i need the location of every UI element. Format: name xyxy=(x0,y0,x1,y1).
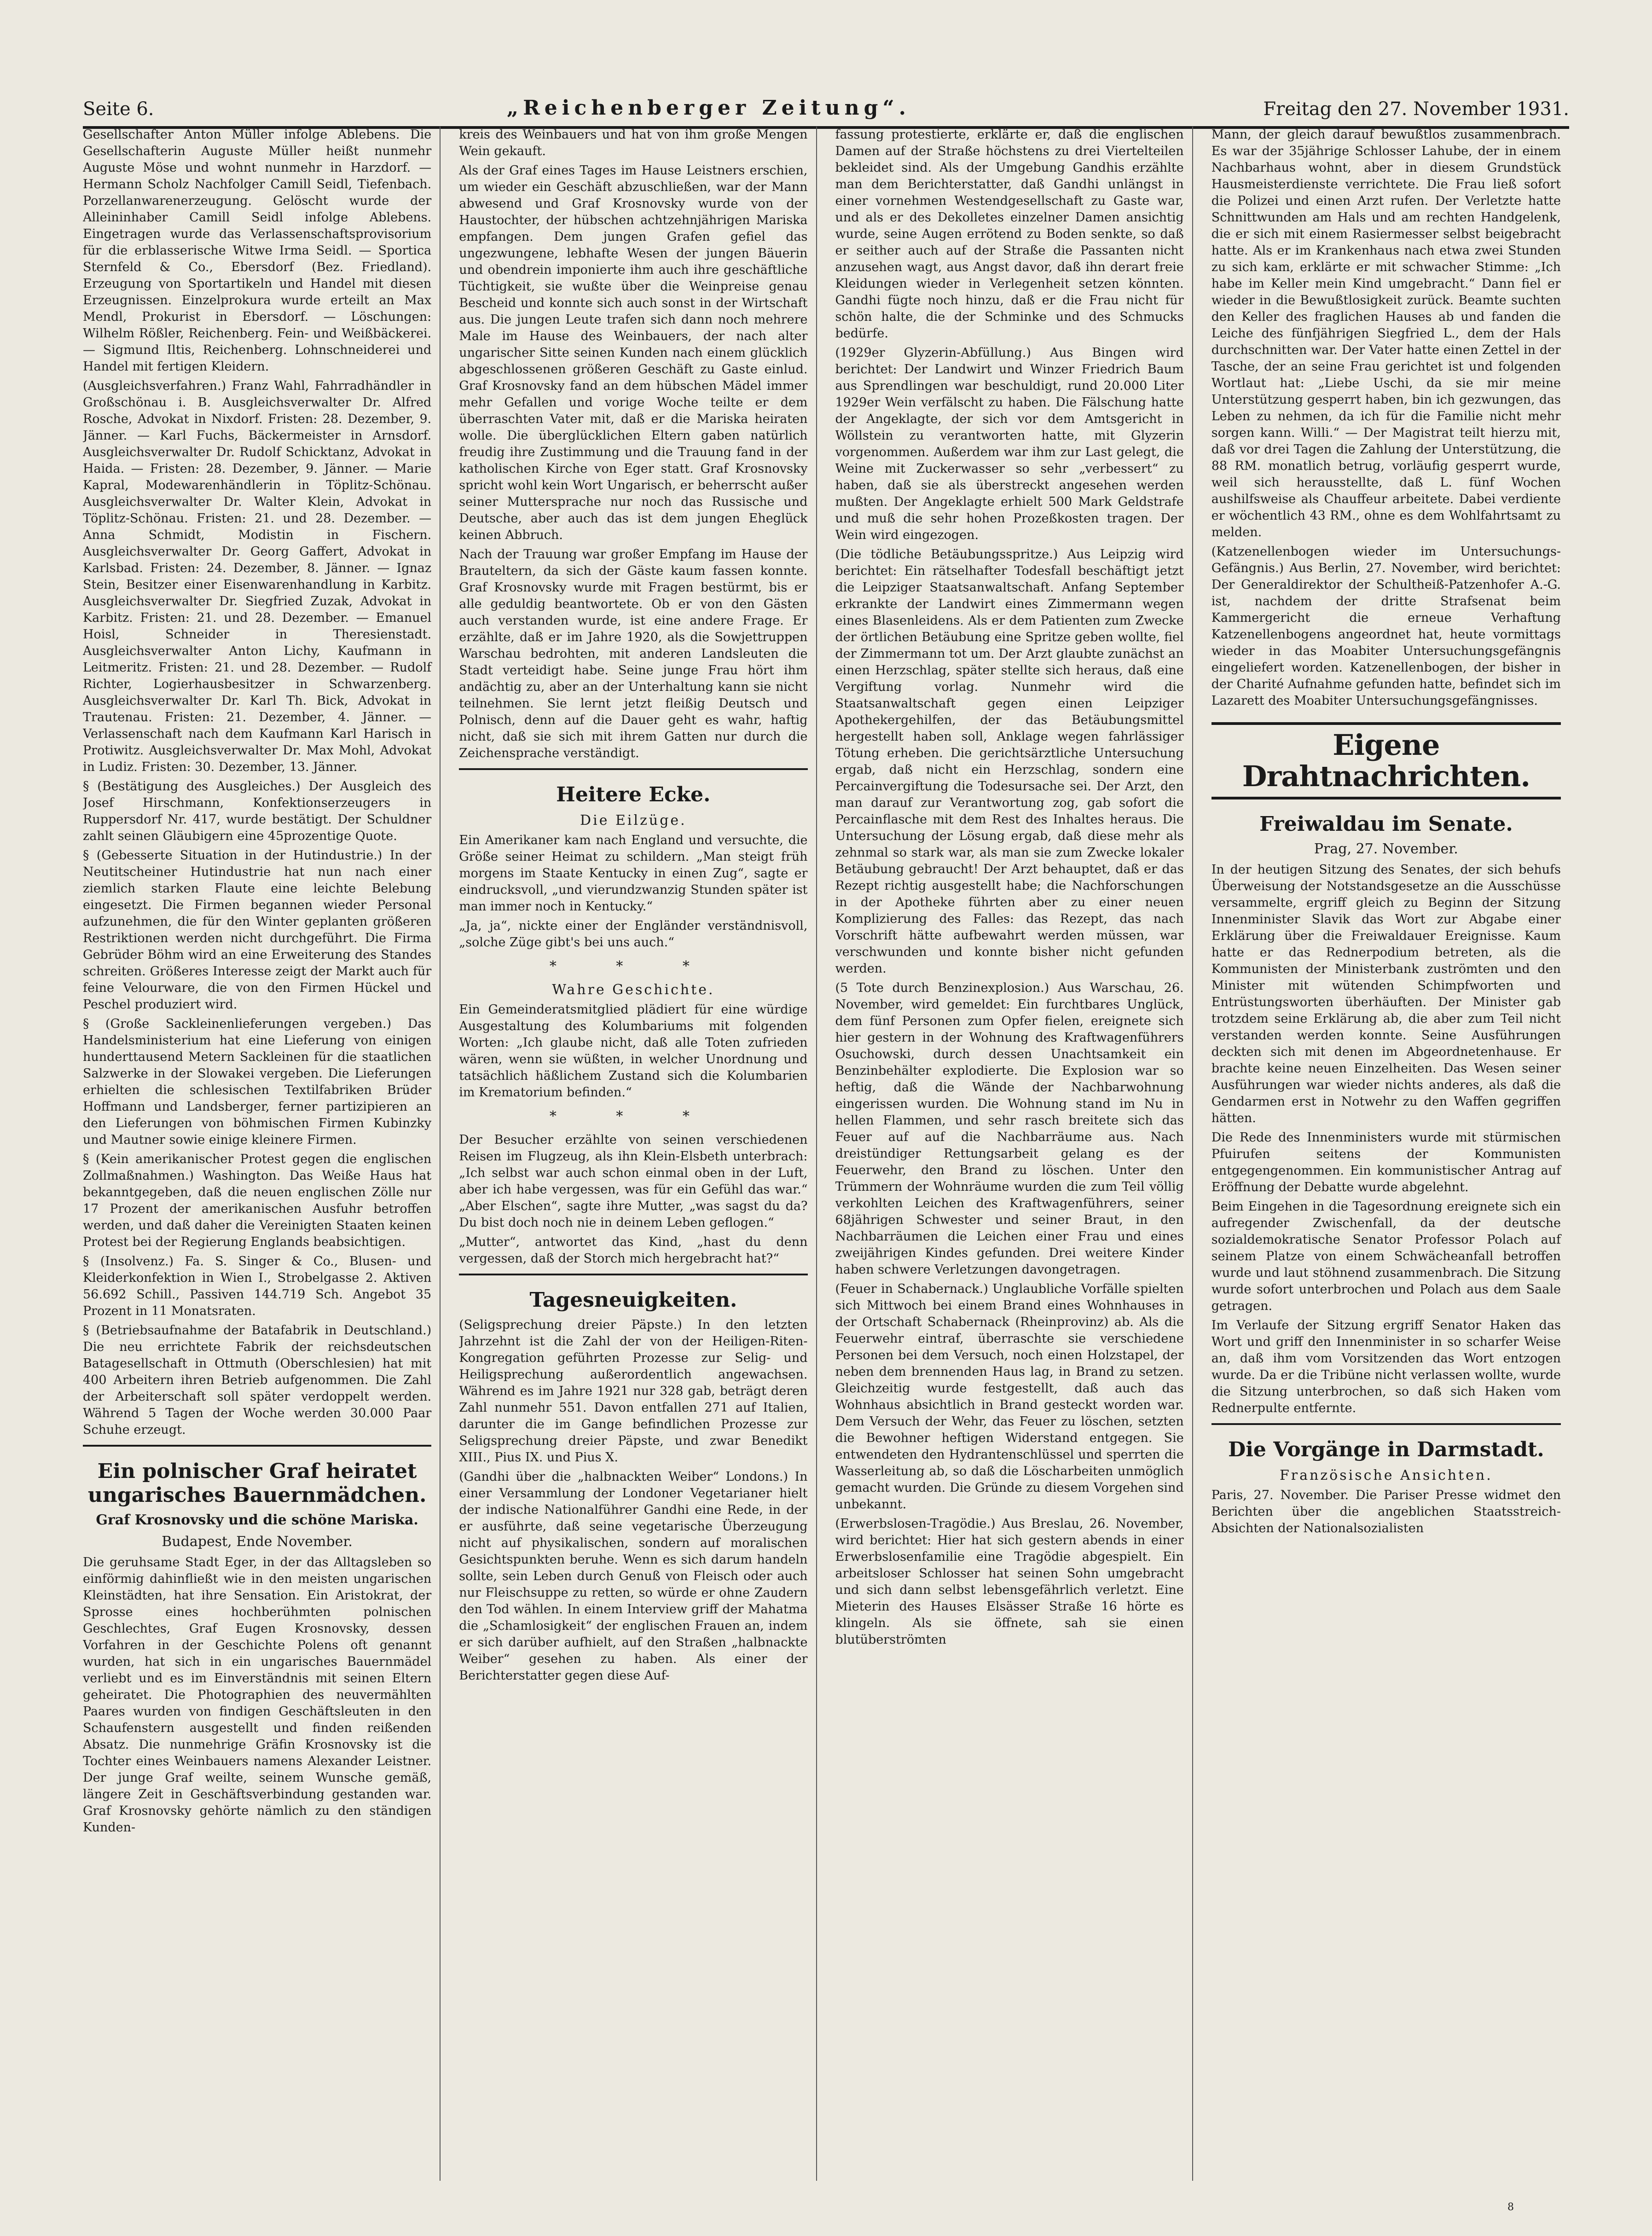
article-paragraph: Mann, der gleich darauf bewußtlos zusammenbrach. Es war der 35jährige Schlosser Lahube, der in einem Nachbarhaus wohnt, aber in diesem Grundstück Hausmeisterdienste verrichtete. Die Frau ließ sofort die Polizei und einen Arzt rufen. Der Verletzte hatte Schnittwunden am Hals und am rechten Handgelenk, die er sich mit einem Rasiermesser selbst beigebracht hatte. Als er im Krankenhaus nach etwa zwei Stunden zu sich kam, erklärte er mit schwacher Stimme: „Ich habe im Keller mein Kind umgebracht.“ Dann fiel er wieder in die Bewußtlosigkeit zurück. Beamte suchten den Keller des fraglichen Hauses ab und fanden die Leiche des fünfjährigen Siegfried L., dem der Hals durchschnitten war. Der Vater hatte einen Zettel in der Tasche, der an seine Frau gerichtet ist und folgenden Wortlaut hat: „Liebe Uschi, da sie mir meine Unterstützung gesperrt haben, bin ich gezwungen, das Leben zu nehmen, da ich für die Familie nicht mehr sorgen kann. Willi.“ — Der Magistrat teilt hierzu mit, daß vor drei Tagen die Zahlung der Unterstützung, die 88 RM. monatlich betrug, vorläufig gesperrt wurde, weil sich herausstellte, daß L. fünf Wochen aushilfsweise als Chauffeur arbeitete. Dabei verdiente er wöchentlich 43 RM., ohne es dem Wohlfahrtsamt zu melden. xyxy=(1211,127,1561,539)
masthead xyxy=(83,78,1569,129)
article-paragraph: Die geruhsame Stadt Eger, in der das Alltagsleben so einförmig dahinfließt wie in den meisten ungarischen Kleinstädten, hat ihre Sensation. Ein Aristokrat, der Sprosse eines hochberühmten polnischen Geschlechtes, Graf Eugen Krosnovsky, dessen Vorfahren in der Geschichte Polens oft genannt wurden, hat sich in ein ungarisches Bauernmädel verliebt und es im Einverständnis mit seinen Eltern geheiratet. Die Photographien des neuvermählten Paares wurden von findigen Geschäftsleuten in den Schaufenstern ausgestellt und finden reißenden Absatz. Die nunmehrige Gräfin Krosnovsky ist die Tochter eines Weinbauers namens Alexander Leistner. Der junge Graf weilte, seinem Wunsche gemäß, längere Zeit in Geschäftsverbindung gestanden war. Graf Krosnovsky gehörte nämlich zu den ständigen Kunden- xyxy=(83,1555,432,1835)
article-paragraph: Gesellschafter Anton Müller infolge Ablebens. Die Gesellschafterin Auguste Müller heißt nunmehr Auguste Möse und wohnt nunmehr in Harzdorf. — Hermann Scholz Nachfolger Camill Seidl, Tiefenbach. Porzellanwarenerzeugung. Gelöscht wurde der Alleininhaber Camill Seidl infolge Ablebens. Eingetragen wurde das Verlassenschaftsprovisorium für die erblasserische Witwe Irma Seidl. — Sportica Sternfeld & Co., Ebersdorf (Bez. Friedland). Erzeugung von Sportartikeln und Handel mit diesen Erzeugnissen. Einzelprokura wurde erteilt an Max Mendl, Prokurist in Ebersdorf. — Löschungen: Wilhelm Rößler, Reichenberg. Fein- und Weißbäckerei. — Sigmund Iltis, Reichenberg. Lohnschneiderei und Handel mit fertigen Kleidern. xyxy=(83,127,432,374)
paper-title: „Reichenberger Zeitung“. xyxy=(506,96,910,120)
section-kicker: Die Eilzüge. xyxy=(580,812,687,828)
article-paragraph: (Seligsprechung dreier Päpste.) In den letzten Jahrzehnt ist die Zahl der von der Heiligen-Riten-Kongregation geführten Prozesse zur Selig- und Heiligsprechung außerordentlich angewachsen. Während es im Jahre 1921 nur 328 gab, beträgt deren Zahl nunmehr 551. Davon entfallen 271 auf Italien, darunter die im Gange befindlichen Prozesse zur Seligsprechung dreier Päpste, und zwar Benedikt XIII., Pius IX. und Pius X. xyxy=(459,1318,808,1465)
article-paragraph: Die Rede des Innenministers wurde mit stürmischen Pfuirufen seitens der Kommunisten entgegengenommen. Ein kommunistischer Antrag auf Eröffnung der Debatte wurde abgelehnt. xyxy=(1211,1130,1561,1194)
section-headline: Tagesneuigkeiten. xyxy=(529,1288,737,1312)
footer-mark: 8 xyxy=(1507,2201,1514,2213)
article-paragraph: Beim Eingehen in die Tagesordnung ereignete sich ein aufregender Zwischenfall, da der deutsche sozialdemokratische Senator Professor Polach auf seinem Platze von einem Schwächeanfall betroffen wurde und laut stöhnend zusammenbrach. Die Sitzung wurde sofort unterbrochen und Polach aus dem Saale getragen. xyxy=(1211,1199,1561,1313)
article-columns xyxy=(83,127,1569,2181)
article-paragraph: (5 Tote durch Benzinexplosion.) Aus Warschau, 26. November, wird gemeldet: Ein furchtbares Unglück, dem fünf Personen zum Opfer fielen, ereignete sich hier gestern in der Wohnung des Kraftwagenführers Osuchowski, durch dessen Unachtsamkeit ein Benzinbehälter explodierte. Die Explosion war so heftig, daß die Wände der Nachbarwohnung eingerissen wurden. Die Wohnung stand im Nu in hellen Flammen, und sehr rasch breitete sich das Feuer auf auf die Nachbarräume aus. Nach dreistündiger Rettungsarbeit gelang es der Feuerwehr, den Brand zu löschen. Unter den Trümmern der Wohnräume wurden die zum Teil völlig verkohlten Leichen des Kraftwagenführers, seiner 68jährigen Schwester und seiner Braut, in den Nachbarräumen die Leichen einer Frau und eines zweijährigen Kindes gefunden. Drei weitere Kinder haben schwere Verletzungen davongetragen. xyxy=(835,981,1184,1277)
article-paragraph: § (Gebesserte Situation in der Hutindustrie.) In der Neutitscheiner Hutindustrie hat nun nach einer ziemlich starken Flaute eine leichte Belebung eingesetzt. Die Firmen begannen wieder Personal aufzunehmen, die für den Winter geplanten größeren Restriktionen werden nicht durchgeführt. Die Firma Gebrüder Böhm wird an eine Erweiterung des Standes schreiten. Größeres Interesse zeigt der Markt auch für feine Velourware, die von den Firmen Hückel und Peschel produziert wird. xyxy=(83,848,432,1012)
star-divider: * * * xyxy=(549,1108,717,1124)
article-paragraph: „Ja, ja“, nickte einer der Engländer verständnisvoll, „solche Züge gibt's bei uns auch.“ xyxy=(459,919,808,950)
article-paragraph: „Mutter“, antwortet das Kind, „hast du denn vergessen, daß der Storch mich hergebracht hat?“ xyxy=(459,1235,808,1266)
article-kicker: Französische Ansichten. xyxy=(1279,1467,1493,1483)
article-paragraph: Im Verlaufe der Sitzung ergriff Senator Haken das Wort und griff den Innenminister in so scharfer Weise an, daß ihm vom Vorsitzenden das Wort entzogen wurde. Da er die Tribüne nicht verlassen wollte, wurde die Sitzung unterbrochen, so daß sich Haken vom Rednerpulte entfernte. xyxy=(1211,1318,1561,1415)
article-paragraph: fassung protestierte, erklärte er, daß die englischen Damen auf der Straße höchstens zu drei Viertelteilen bekleidet sind. Als der Umgebung Gandhis erzählte man dem Berichterstatter, daß Gandhi unlängst in einer vornehmen Westendgesellschaft zu Gaste war, und als er des Dekolletes einzelner Damen ansichtig wurde, seine Augen errötend zu Boden senkte, so daß er seither auch auf der Straße die Passanten nicht anzusehen wagt, aus Angst davor, daß ihn derart freie Kleidungen wieder in Verlegenheit setzen könnten. Gandhi fügte noch hinzu, daß er die Frau nicht für schön halte, die der Schminke und des Schmucks bedürfe. xyxy=(835,127,1184,341)
article-paragraph: § (Insolvenz.) Fa. S. Singer & Co., Blusen- und Kleiderkonfektion in Wien I., Strobelgasse 2. Aktiven 56.692 Schill., Passiven 144.719 Sch. Angebot 35 Prozent in 11 Monatsraten. xyxy=(83,1254,432,1318)
article-paragraph: In der heutigen Sitzung des Senates, der sich behufs Überweisung der Notstandsgesetze an die Ausschüsse versammelte, ergriff gleich zu Beginn der Sitzung Innenminister Slavik das Wort zur Abgabe einer Erklärung über die Freiwaldauer Ereignisse. Kaum hatte er das Rednerpodium betreten, als die Kommunisten der Ministerbank zuströmten und den Minister mit wütenden Schimpfworten und Entrüstungsworten überhäuften. Der Minister gab trotzdem seine Erklärung ab, die aber zum Teil nicht verstanden werden konnte. Seine Ausführungen deckten sich mit denen im Abgeordnetenhause. Er brachte keine neuen Einzelheiten. Das Wesen seiner Ausführungen war wieder nichts anderes, als daß die Gendarmen erst in Notwehr zu den Waffen gegriffen hätten. xyxy=(1211,863,1561,1125)
article-paragraph: Nach der Trauung war großer Empfang im Hause der Brauteltern, da sich der Gäste kaum fassen konnte. Graf Krosnovsky wurde mit Fragen bestürmt, bis er alle geduldig beantwortete. Ob er von den Gästen auch verstanden wurde, ist eine andere Frage. Er erzählte, daß er im Jahre 1920, als die Sowjettruppen Warschau bedrohten, mit anderen Landsleuten die Stadt verteidigt habe. Seine junge Frau hört ihm andächtig zu, aber an der Unterhaltung kann sie nicht teilnehmen. Sie lernt jetzt fleißig Deutsch und Polnisch, denn auf die Dauer geht es wahr, haftig nicht, daß sie sich mit ihrem Gatten nur durch die Zeichensprache verständigt. xyxy=(459,547,808,760)
article-dateline: Budapest, Ende November. xyxy=(162,1534,353,1550)
article-headline: Die Vorgänge in Darmstadt. xyxy=(1228,1438,1544,1461)
article-headline: Freiwaldau im Senate. xyxy=(1259,812,1513,836)
article-paragraph: (1929er Glyzerin-Abfüllung.) Aus Bingen wird berichtet: Der Landwirt und Winzer Friedrich Baum aus Sprendlingen war beschuldigt, rund 20.000 Liter 1929er Wein verfälscht zu haben. Die Fälschung hatte der Angeklagte, der sich vor dem Amtsgericht in Wöllstein zu verantworten hatte, mit Glyzerin vorgenommen. Außerdem war ihm zur Last gelegt, die Weine mit Zuckerwasser so sehr „verbessert“ zu haben, daß sie als überstreckt angesehen werden mußten. Der Angeklagte erhielt 500 Mark Geldstrafe und muß die sehr hohen Prozeßkosten tragen. Der Wein wird eingezogen. xyxy=(835,346,1184,542)
section-headline: Heitere Ecke. xyxy=(556,783,711,806)
article-paragraph: (Ausgleichsverfahren.) Franz Wahl, Fahrradhändler in Großschönau i. B. Ausgleichsverwalter Dr. Alfred Rosche, Advokat in Nixdorf. Fristen: 28. Dezember, 9. Jänner. — Karl Fuchs, Bäckermeister in Arnsdorf. Ausgleichsverwalter Dr. Rudolf Schicktanz, Advokat in Haida. — Fristen: 28. Dezember, 9. Jänner. — Marie Kapral, Modewarenhändlerin in Töplitz-Schönau. Ausgleichsverwalter Dr. Walter Klein, Advokat in Töplitz-Schönau. Fristen: 21. und 28. Dezember. — Anna Schmidt, Modistin in Fischern. Ausgleichsverwalter Dr. Georg Gaffert, Advokat in Karlsbad. Fristen: 24. Dezember, 8. Jänner. — Ignaz Stein, Besitzer einer Eisenwarenhandlung in Karbitz. Ausgleichsverwalter Dr. Siegfried Zuzak, Advokat in Karbitz. Fristen: 21. und 28. Dezember. — Emanuel Hoisl, Schneider in Theresienstadt. Ausgleichsverwalter Anton Lichy, Kaufmann in Leitmeritz. Fristen: 21. und 28. Dezember. — Rudolf Richter, Logierhausbesitzer in Schwarzenberg. Ausgleichsverwalter Dr. Karl Th. Bick, Advokat in Trautenau. Fristen: 21. Dezember, 4. Jänner. — Verlassenschaft nach dem Kaufmann Karl Harisch in Protiwitz. Ausgleichsverwalter Dr. Max Mohl, Advokat in Ludiz. Fristen: 30. Dezember, 13. Jänner. xyxy=(83,379,432,774)
article-paragraph: Der Besucher erzählte von seinen verschiedenen Reisen im Flugzeug, als ihn Klein-Elsbeth unterbrach: „Ich selbst war auch schon einmal oben in der Luft, aber ich habe vergessen, was für ein Gefühl das war.“ „Aber Elschen“, sagte ihre Mutter, „was sagst du da? Du bist doch noch nie in deinem Leben geflogen.“ xyxy=(459,1133,808,1230)
article-paragraph: Ein Gemeinderatsmitglied plädiert für eine würdige Ausgestaltung des Kolumbariums mit folgenden Worten: „Ich glaube nicht, daß alle Toten zufrieden wären, wenn sie wüßten, in welcher Unordnung und tatsächlich häßlichem Zustand sich die Kolumbarien im Krematorium befinden.“ xyxy=(459,1002,808,1100)
article-paragraph: (Katzenellenbogen wieder im Untersuchungs-Gefängnis.) Aus Berlin, 27. November, wird berichtet: Der Generaldirektor der Schultheiß-Patzenhofer A.-G. ist, nachdem der dritte Strafsenat beim Kammergericht die erneue Verhaftung Katzenellenbogens angeordnet hat, heute vormittags wieder in das Moabiter Untersuchungsgefängnis eingeliefert worden. Katzenellenbogen, der bisher in der Charité Aufnahme gefunden hatte, befindet sich im Lazarett des Moabiter Untersuchungsgefängnisses. xyxy=(1211,545,1561,708)
article-paragraph: Als der Graf eines Tages im Hause Leistners erschien, um wieder ein Geschäft abzuschließen, war der Mann abwesend und Graf Krosnovsky wurde von der Haustochter, der hübschen achtzehnjährigen Mariska empfangen. Dem jungen Grafen gefiel das ungezwungene, lebhafte Wesen der jungen Bäuerin und obendrein imponierte ihm auch ihre geschäftliche Tüchtigkeit, sie wußte über die Weinpreise genau Bescheid und konnte sich auch sonst in der Wirtschaft aus. Die jungen Leute trafen sich dann noch mehrere Male im Hause des Weinbauers, der nach alter ungarischer Sitte seinen Kunden nach einem glücklich abgeschlossenen größeren Geschäft zu Gaste einlud. Graf Krosnovsky fand an dem hübschen Mädel immer mehr Gefallen und vorige Woche teilte er dem überraschten Vater mit, daß er die Mariska heiraten wolle. Die überglücklichen Eltern gaben natürlich freudig ihre Zustimmung und die Trauung fand in der katholischen Kirche von Eger statt. Graf Krosnovsky spricht wohl kein Wort Ungarisch, er beherrscht außer seiner Muttersprache nur noch das Russische und Deutsche, aber auch das ist dem jungen Eheglück keinen Abbruch. xyxy=(459,163,808,542)
article-paragraph: (Erwerbslosen-Tragödie.) Aus Breslau, 26. November, wird berichtet: Hier hat sich gestern abends in einer Erwerbslosenfamilie eine Tragödie abgespielt. Ein arbeitsloser Schlosser hat seinen Sohn umgebracht und sich dann selbst lebensgefährlich verletzt. Eine Mieterin des Hauses Elsässer Straße 16 hörte es klingeln. Als sie öffnete, sah sie einen blutüberströmten xyxy=(835,1517,1184,1647)
issue-date: Freitag den 27. November 1931. xyxy=(1263,98,1569,120)
article-paragraph: § (Betriebsaufnahme der Batafabrik in Deutschland.) Die neu errichtete Fabrik der reichsdeutschen Batagesellschaft in Ottmuth (Oberschlesien) hat mit 400 Arbeitern ihren Betrieb aufgenommen. Die Zahl der Arbeiterschaft soll später verdoppelt werden. Während 5 Tagen der Woche werden 30.000 Paar Schuhe erzeugt. xyxy=(83,1323,432,1437)
section-banner: Eigene Drahtnachrichten. xyxy=(1211,722,1561,799)
section-divider xyxy=(459,768,807,770)
section-divider xyxy=(1211,1423,1561,1425)
article-paragraph: (Die tödliche Betäubungsspritze.) Aus Leipzig wird berichtet: Ein rätselhafter Todesfall beschäftigt jetzt die Leipziger Staatsanwaltschaft. Anfang September erkrankte der Landwirt eines Zimmermann wegen eines Blasenleidens. Als er dem Patienten zum Zwecke der örtlichen Betäubung eine Spritze geben wollte, fiel der Zimmermann tot um. Der Arzt glaubte zunächst an einen Herzschlag, später stellte sich heraus, daß eine Vergiftung vorlag. Nunmehr wird die Staatsanwaltschaft gegen einen Leipziger Apothekergehilfen, der das Betäubungsmittel hergestellt haben soll, Anklage wegen fahrlässiger Tötung erheben. Die gerichtsärztliche Untersuchung ergab, daß nicht ein Herzschlag, sondern eine Percainvergiftung die Todesursache sei. Der Arzt, den man darauf zur Verantwortung zog, gab sofort die Percainflasche mit dem Rest des Inhaltes heraus. Die Untersuchung der Lösung ergab, daß diese mehr als zehnmal so stark war, als man sie zum Zwecke lokaler Betäubung gebraucht! Der Arzt behauptet, daß er das Rezept richtig ausgestellt habe; die Nachforschungen in der Apotheke führten aber zu einer neuen Komplizierung des Falles: das Rezept, das nach Vorschrift hätte aufbewahrt werden müssen, war verschwunden und konnte bisher nicht gefunden werden. xyxy=(835,547,1184,976)
article-paragraph: § (Große Sackleinenlieferungen vergeben.) Das Handelsministerium hat eine Lieferung von einigen hunderttausend Metern Sackleinen für die staatlichen Salzwerke in der Slowakei vergeben. Die Lieferungen erhielten die schlesischen Textilfabriken Brüder Hoffmann und Landsberger, ferner partizipieren an den Lieferungen von böhmischen Firmen Kubinzky und Mautner sowie einige kleinere Firmen. xyxy=(83,1017,432,1147)
article-paragraph: § (Bestätigung des Ausgleiches.) Der Ausgleich des Josef Hirschmann, Konfektionserzeugers in Ruppersdorf Nr. 417, wurde bestätigt. Der Schuldner zahlt seinen Gläubigern eine 45prozentige Quote. xyxy=(83,779,432,843)
section-divider xyxy=(459,1274,807,1275)
column-1 xyxy=(83,127,441,2181)
column-2 xyxy=(459,127,817,2181)
article-paragraph: § (Kein amerikanischer Protest gegen die englischen Zollmaßnahmen.) Washington. Das Weiße Haus hat bekanntgegeben, daß die neuen englischen Zölle nur 17 Prozent der amerikanischen Ausfuhr betroffen werden, und daß daher die Vereinigten Staaten keinen Protest bei der Regierung Englands beabsichtigen. xyxy=(83,1152,432,1249)
article-paragraph: Ein Amerikaner kam nach England und versuchte, die Größe seiner Heimat zu schildern. „Man steigt früh morgens im Staate Kentucky in einen Zug“, sagte er eindrucksvoll, „und vierundzwanzig Stunden später ist man immer noch in Kentucky.“ xyxy=(459,833,808,914)
star-divider: * * * xyxy=(549,958,717,974)
article-headline: Ein polnischer Graf heiratet ungarisches Bauernmädchen. xyxy=(87,1460,427,1507)
article-paragraph: Paris, 27. November. Die Pariser Presse widmet den Berichten über die angeblichen Staatsstreich-Absichten der Nationalsozialisten xyxy=(1211,1488,1561,1535)
section-kicker: Wahre Geschichte. xyxy=(552,982,715,998)
article-paragraph: kreis des Weinbauers und hat von ihm große Mengen Wein gekauft. xyxy=(459,127,808,158)
column-4 xyxy=(1211,127,1569,2181)
article-subheadline: Graf Krosnovsky und die schöne Mariska. xyxy=(96,1512,418,1528)
section-divider xyxy=(83,1445,431,1447)
article-paragraph: (Feuer in Schabernack.) Unglaubliche Vorfälle spielten sich Mittwoch bei einem Brand eines Wohnhauses in der Ortschaft Schabernack (Rheinprovinz) ab. Als die Feuerwehr eintraf, überraschte sie verschiedene Personen bei dem Versuch, noch einen Holzstapel, der neben dem brennenden Haus lag, in Brand zu setzen. Gleichzeitig wurde festgestellt, daß auch das Wohnhaus absichtlich in Brand gesteckt worden war. Dem Versuch der Wehr, das Feuer zu löschen, setzten die Bewohner heftigen Widerstand entgegen. Sie entwendeten den Hydrantenschlüssel und sperrten die Wasserleitung ab, so daß die Löscharbeiten unmöglich gemacht wurden. Die Gründe zu diesem Vorgehen sind unbekannt. xyxy=(835,1282,1184,1512)
article-paragraph: (Gandhi über die „halbnackten Weiber“ Londons.) In einer Versammlung der Londoner Vegetarianer hielt der indische Nationalführer Gandhi eine Rede, in der er ausführte, daß seine vegetarische Überzeugung nicht auf physikalischen, sondern auf moralischen Gesichtspunkten beruhe. Wenn es sich darum handeln sollte, sein Leben durch Genuß von Fleisch oder auch nur Fleischsuppe zu retten, so würde er ohne Zaudern den Tod wählen. In einem Interview griff der Mahatma die „Schamlosigkeit“ der englischen Frauen an, indem er sich darüber aufhielt, auf den Straßen „halbnackte Weiber“ gesehen zu haben. Als einer der Berichterstatter gegen diese Auf- xyxy=(459,1470,808,1683)
article-dateline: Prag, 27. November. xyxy=(1314,841,1458,857)
page-label: Seite 6. xyxy=(83,98,154,120)
column-3 xyxy=(835,127,1193,2181)
